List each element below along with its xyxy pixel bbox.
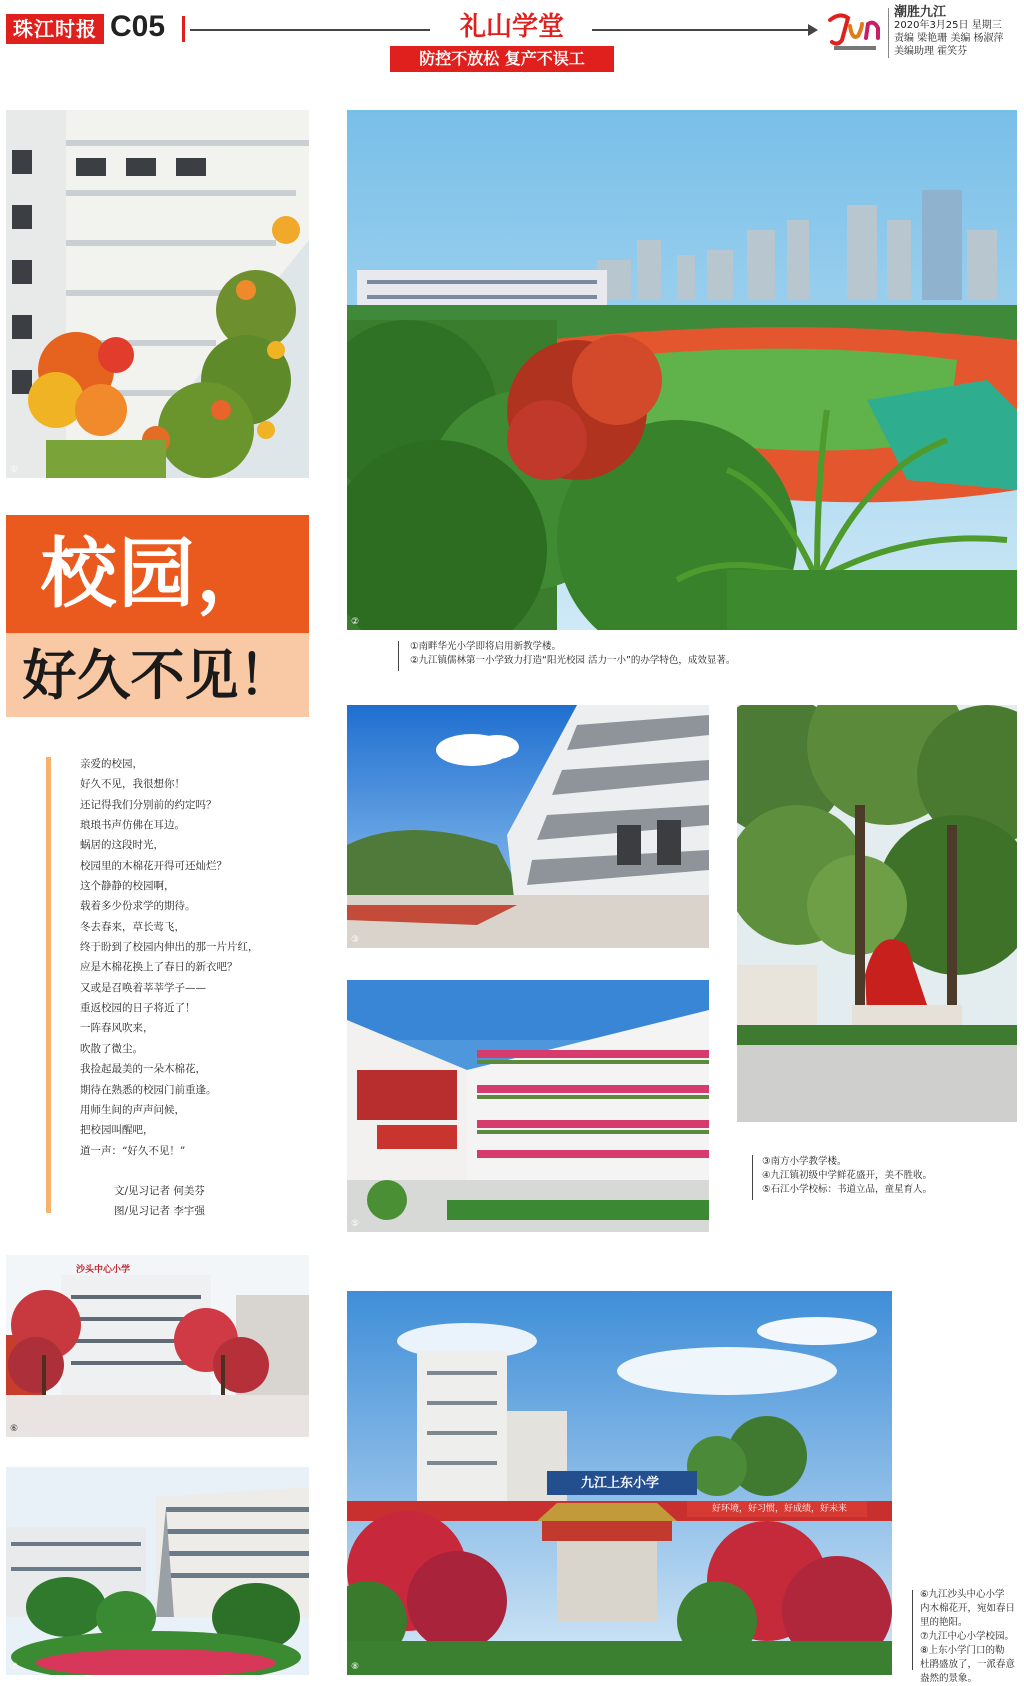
caption-bar: [912, 1590, 913, 1670]
photo-shangdong-school-gate: [347, 1291, 892, 1675]
caption-photo-7: ⑦九江中心小学校园。: [920, 1631, 1015, 1642]
jiujiang-fun-logo: [826, 10, 884, 54]
page-number: C05: [110, 10, 166, 43]
poem-line: 重返校园的日子将近了！: [80, 1002, 196, 1015]
poem-line: 校园里的木棉花开得可还灿烂？: [80, 859, 227, 872]
photo-rulin-school-track: [347, 110, 1017, 630]
photo-number: ⑤: [351, 1219, 360, 1229]
photo-jiujiang-central-school: [6, 1467, 309, 1675]
photo-number: ③: [351, 935, 360, 945]
caption-photo-3: ③南方小学教学楼。: [762, 1156, 847, 1167]
poem-line: 载着多少份求学的期待。: [80, 900, 196, 913]
photo-number: ⑧: [351, 1662, 360, 1672]
editor-credits: 责编 梁艳珊 美编 杨淑萍: [894, 33, 1004, 44]
caption-group-3: [920, 1588, 1024, 1686]
photo-jiujiang-middle-school: [347, 980, 709, 1232]
caption-bar: [752, 1155, 753, 1200]
header-rule-right: [592, 29, 808, 31]
photo-number: ⑦: [10, 1662, 19, 1672]
header-rule-left: [190, 29, 430, 31]
poem-line: 道一声：“好久不见！”: [80, 1144, 186, 1157]
section-subtitle: 防控不放松 复产不误工: [390, 46, 614, 72]
caption-photo-1: ①南畔华光小学即将启用新教学楼。: [410, 641, 562, 652]
photo-huaguang-building: [6, 110, 309, 478]
photo-nanfang-building: [347, 705, 709, 948]
section-title: 礼山学堂: [459, 12, 564, 42]
photo-banner-text: 好环境，好习惯，好成绩，好未来: [711, 1504, 847, 1514]
photo-number: ②: [351, 617, 360, 627]
assistant-credits: 美编助理 霍笑芬: [894, 46, 968, 57]
poem-line: 又或是召唤着莘莘学子——: [80, 981, 206, 994]
header-accent-bar: [182, 16, 185, 42]
poem-line: 把校园叫醒吧，: [80, 1124, 154, 1137]
issue-date: 2020年3月25日 星期三: [894, 20, 1002, 31]
poem-line: 吹散了微尘。: [80, 1042, 143, 1055]
caption-photo-5: ⑤石江小学校标：书道立品，童星育人。: [762, 1184, 933, 1195]
poem-line: 这个静静的校园啊，: [80, 880, 175, 893]
poem-line: 琅琅书声仿佛在耳边。: [80, 819, 185, 832]
poem-line: 蜗居的这段时光，: [80, 839, 164, 852]
caption-group-2: [762, 1155, 1022, 1197]
byline-writer: 文/见习记者 何美芬: [114, 1185, 205, 1197]
poem-line: 亲爱的校园，: [80, 758, 143, 770]
caption-group-1: [410, 640, 830, 668]
issue-divider: [888, 8, 889, 58]
masthead-logo: 珠江时报: [6, 14, 104, 44]
poem-line: 一阵春风吹来，: [80, 1022, 154, 1035]
caption-photo-6-line: 里的艳阳。: [920, 1617, 968, 1628]
poem-line: 用师生间的声声问候，: [80, 1103, 185, 1116]
poem-line: 我捡起最美的一朵木棉花，: [80, 1063, 206, 1076]
header-arrow-icon: [808, 24, 818, 36]
poem-line: 应是木棉花换上了春日的新衣吧？: [80, 961, 238, 974]
issue-info: [894, 6, 1022, 58]
photo-sign-text: 九江上东小学: [580, 1476, 659, 1491]
photo-number: ①: [10, 465, 19, 475]
photo-number: ⑥: [10, 1424, 19, 1434]
poem-line: 好久不见，我很想你！: [80, 778, 185, 791]
caption-bar: [398, 641, 399, 671]
photo-shijiang-sculpture: [737, 705, 1017, 1122]
byline-photographer: 图/见习记者 李宇强: [114, 1205, 205, 1217]
caption-photo-6-line: 内木棉花开，宛如春日: [920, 1603, 1016, 1614]
caption-photo-8-line: 杜鹃盛放了，一派春意: [920, 1659, 1016, 1670]
caption-photo-2: ②九江镇儒林第一小学致力打造“阳光校园 活力一小”的办学特色，成效显著。: [410, 655, 736, 666]
photo-shatou-central-school: [6, 1255, 309, 1437]
poem-line: 冬去春来，草长莺飞，: [80, 920, 185, 933]
feature-title-line-2: 好久不见！: [22, 643, 293, 707]
column-brand: 潮胜九江: [894, 5, 947, 20]
poem-line: 期待在熟悉的校园门前重逢。: [80, 1083, 217, 1096]
poem-accent-bar: [46, 757, 51, 1213]
caption-photo-8-line: ⑧上东小学门口的勒: [920, 1645, 1005, 1656]
caption-photo-6-line: ⑥九江沙头中心小学: [920, 1589, 1005, 1600]
photo-sign-text: 沙头中心小学: [76, 1265, 131, 1275]
poem-line: 还记得我们分别前的约定吗？: [80, 798, 217, 811]
feature-title-line-1: 校园，: [40, 529, 275, 618]
poem-line: 终于盼到了校园内伸出的那一片片红，: [80, 941, 259, 954]
caption-photo-4: ④九江镇初级中学鲜花盛开，美不胜收。: [762, 1170, 933, 1181]
poem: [80, 754, 310, 1161]
caption-photo-8-line: 盎然的景象。: [920, 1673, 978, 1684]
